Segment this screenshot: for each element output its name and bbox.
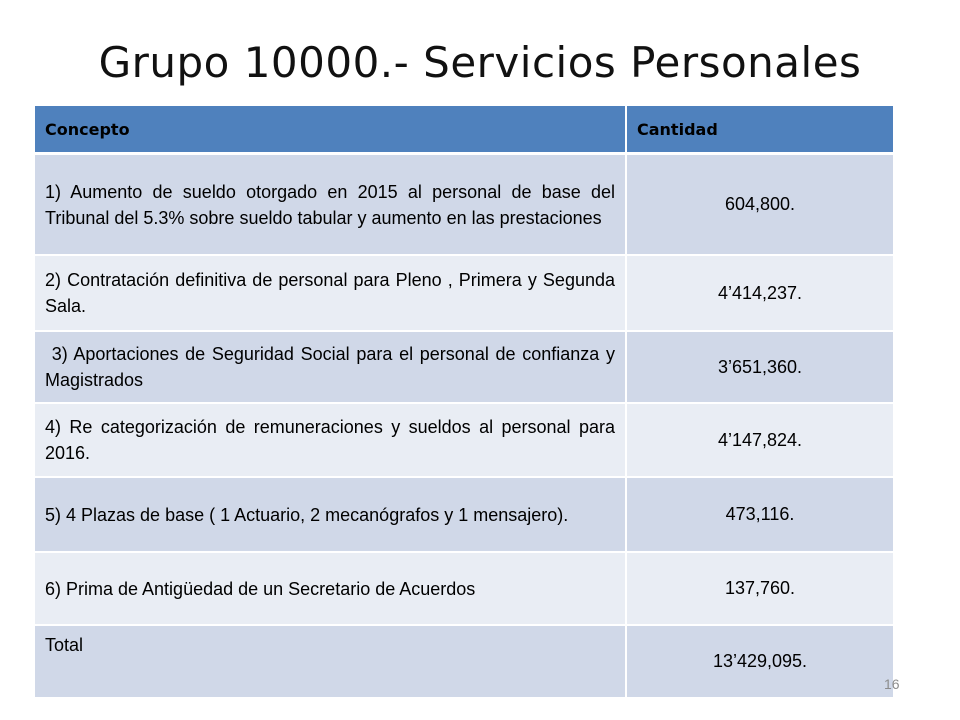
row-amount: 137,760. xyxy=(626,552,893,625)
header-amount: Cantidad xyxy=(626,106,893,154)
row-concept: 5) 4 Plazas de base ( 1 Actuario, 2 mecanógrafos y 1 mensajero). xyxy=(35,477,626,552)
budget-table xyxy=(35,106,893,699)
page-number: 16 xyxy=(884,676,900,692)
table-header-row xyxy=(35,106,893,154)
table-row xyxy=(35,255,893,331)
row-concept: 1) Aumento de sueldo otorgado en 2015 al personal de base del Tribunal del 5.3% sobre sueldo tabular y aumento en las prestaciones xyxy=(35,154,626,256)
row-amount: 4’414,237. xyxy=(626,255,893,331)
table-row xyxy=(35,331,893,403)
table-row xyxy=(35,154,893,256)
table-row-total xyxy=(35,625,893,698)
row-concept: 4) Re categorización de remuneraciones y sueldos al personal para 2016. xyxy=(35,403,626,477)
row-concept: 3) Aportaciones de Seguridad Social para el personal de confianza y Magistrados xyxy=(35,331,626,403)
row-amount: 4’147,824. xyxy=(626,403,893,477)
table-row xyxy=(35,477,893,552)
row-amount: 3’651,360. xyxy=(626,331,893,403)
total-label: Total xyxy=(35,625,626,698)
total-amount: 13’429,095. xyxy=(626,625,893,698)
row-amount: 473,116. xyxy=(626,477,893,552)
row-concept: 6) Prima de Antigüedad de un Secretario de Acuerdos xyxy=(35,552,626,625)
table-row xyxy=(35,403,893,477)
header-concept: Concepto xyxy=(35,106,626,154)
row-concept: 2) Contratación definitiva de personal para Pleno , Primera y Segunda Sala. xyxy=(35,255,626,331)
slide-title: Grupo 10000.- Servicios Personales xyxy=(98,38,862,87)
row-amount: 604,800. xyxy=(626,154,893,256)
table-row xyxy=(35,552,893,625)
